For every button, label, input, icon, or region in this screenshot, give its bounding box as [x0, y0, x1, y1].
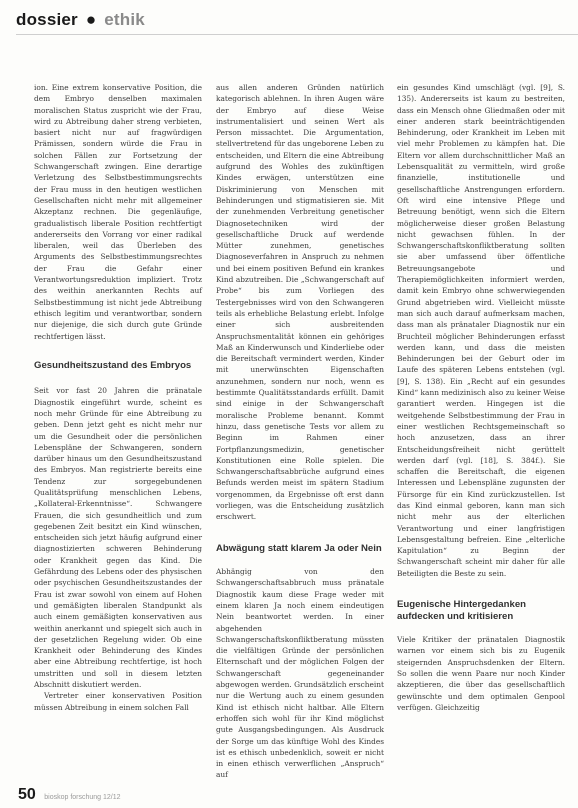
header-divider [16, 34, 578, 35]
publication-source: bioskop forschung 12/12 [44, 794, 121, 801]
paragraph: aus allen anderen Gründen natürlich kategorisch ablehnen. In ihren Augen wäre der Embryo auf diese Weise instrumentalisiert und seinen Wert als Person missachtet. Die Argumentation, stellvertretend für das ungeborene Leben zu entscheiden, und Eltern die eine Abtreibung aufgrund des Wohles des zukünftigen Kindes erwägen, unterstützen eine Diskriminierung von Menschen mit Behinderungen und stigmatisieren sie. Mit der zunehmenden Verbreitung genetischer Diagnosetechniken wird der gesellschaftliche Druck auf werdende Mütter zunehmen, genetisches Diagnoseverfahren in Anspruch zu nehmen und bei einem positiven Befund ein krankes Kind abzutreiben. Die „Schwangerschaft auf Probe“ bis zum Vorliegen des Testergebnisses wird von den Schwangeren teils als erhebliche Belastung erlebt. Infolge einer sich ausbreitenden Anspruchsmentalität können ein gehöriges Maß an Kinderwunsch und Kinderliebe oder die Bereitschaft vermindert werden, Kinder mit unerwünschten Eigenschaften anzunehmen, sondern nur noch, wenn es bestimmte Qualitätsstandards erfüllt. Damit sind einige in der Schwangerschaft moralische Probleme benannt. Kommt hinzu, dass genetische Tests vor allem zu Beginn im Rahmen einer Fortpflanzungsmedizin, genetischer Konstitutionen eine Rolle spielen. Die Schwangerschaftsabbrüche aufgrund eines Befunds werden meist im spätern Stadium vorgenommen, da Ergebnisse oft erst dann vorliegen, was die Entscheidung zusätzlich erschwert. [216, 83, 385, 522]
page-footer [18, 786, 121, 804]
paragraph: ein gesundes Kind umschlägt (vgl. [9], S. 135). Andererseits ist kaum zu bestreiten, dass ein Mensch ohne Gliedmaßen oder mit einer anderen stark beeinträchtigenden Behinderung, oder Krankheit im Leben mit viel mehr Problemen zu kämpfen hat. Die Eltern vor allem durchschnittlicher Maß an Lebensqualität zu vermitteln, wird große finanzielle, institutionelle und gesellschaftliche Anstrengungen erfordern. Oft wird eine intensive Pflege und Betreuung benötigt, wenn sich die Eltern möglicherweise dieser großen Belastung nicht gewachsen fühlen. In der Schwangerschaftskonfliktberatung sollten sie aber umfassend über öffentliche Betreuungsangebote und Therapiemöglichkeiten informiert werden, damit kein Embryo ohne schwerwiegenden Grund abgetrieben wird. Vielleicht müsste man sich auch darauf aufmerksam machen, dass man als pränataler Diagnostik nur ein Bruchteil möglicher Behinderungen erfasst werden kann, und dass die meisten Behinderungen bei der Geburt oder im Laufe des späteren Lebens entstehen (vgl. [9], S. 138). Ein „Recht auf ein gesundes Kind“ kann medizinisch also zu keiner Weise garantiert werden. Hingegen ist die weitgehende Selbstbestimmung der Frau in einer westlichen Rechtsgemeinschaft so hoch anzusetzen, dass an ihrer Entscheidungsfreiheit nicht gerüttelt werden darf (vgl. [18], S. 384f.). Sie schaffen die Bereitschaft, die eigenen Interessen und Lebenspläne zugunsten der Fürsorge für ein Kind zurückzustellen. Ist das Kind einmal geboren, kann man sich nicht mehr aus der elterlichen Verantwortung und einer langfristigen Lebensgestaltung befreien. Eine „elterliche Kapitulation“ zu Beginn der Schwangerschaft scheint mir daher für alle Beteiligten die Beste zu sein. [397, 83, 565, 578]
section-label: dossier [16, 10, 78, 29]
paragraph: Abhängig von den Schwangerschaftsabbruch muss pränatale Diagnostik kaum diese Frage weder mit einem klaren Ja noch einem eindeutigen Nein beantwortet werden. In einer abgehenden Schwangerschaftskonfliktberatung müssten die vielfältigen Gründe der persönlichen Elternschaft und der möglichen Folgen der Schwangerschaft gegeneinander abgewogen werden. Grundsätzlich erscheint nur die Wertung auch zu einem gesunden Kind ist ethisch nicht haltbar. Alle Eltern erhoffen sich wohl für ihr Kind möglichst gute Ausgangsbedingungen. Als Ausdruck der Sorge um das künftige Wohl des Kindes ist es ethisch unbedenklich, soweit er nicht in einen ethisch verwerflichen „Anspruch“ auf [216, 567, 384, 780]
section-header [16, 10, 145, 30]
subheading-eugenische-hintergedanken: Eugenische Hintergedanken aufdecken und kritisieren [397, 599, 527, 622]
bullet-separator: ● [85, 10, 97, 29]
page-number: 50 [18, 786, 36, 803]
subheading-abwaegung: Abwägung statt klarem Ja oder Nein [216, 542, 382, 554]
subheading-gesundheitszustand: Gesundheitszustand des Embryos [34, 359, 192, 371]
paragraph: ion. Eine extrem konservative Position, die dem Embryo denselben maximalen moralischen Status zuspricht wie der Frau, wird zu Abtreibung daher streng verbieten, basiert nicht nur auf fragwürdigen Prämissen, sondern würde die Frau in solchen Fällen zur Fortsetzung der Schwangerschaft zwingen. Eine derartige Verletzung des Selbstbestimmungsrechts der Frau muss in den heutigen westlichen Gesellschaften nicht mehr mit allgemeiner Akzeptanz rechnen. Die gegenläufige, gradualistisch liberale Position rechtfertigt andererseits den Vorrang vor einer radikal liberalen, weil das Überleben des Arguments des Selbstbestimmungsrechtes der Frau die Gefahr einer Verantwortungsreduktion impliziert. Trotz des weithin anerkannten Rechts auf Selbstbestimmung ist nicht jede Abtreibung ethisch legitim und verantwortbar, sondern nur diejenige, die sich durch gute Gründe rechtfertigen lässt. [34, 83, 202, 341]
paragraph: Seit vor fast 20 Jahren die pränatale Diagnostik eingeführt wurde, scheint es noch mehr Gründe für eine Abtreibung zu geben. Denn jetzt geht es nicht mehr nur um die Gesundheit oder die persönlichen Lebenspläne der Schwangeren, sondern darüber hinaus um den Gesundheitszustand des Embryos. Man registrierte bereits eine Tendenz zur sorgegebundenen Qualitätsprüfung menschlichen Lebens, „Kollateral-Erkenntnisse“. Schwangere Frauen, die sich gesundheitlich und zum gegebenen Zeit besitzt ein Kind wünschen, entscheiden sich jetzt häufig aufgrund einer diagnostizierten schweren Behinderung oder Krankheit gegen das Kind. Die Gefährdung des Lebens oder des physischen oder psychischen Gesundheitszustandes der Frau ist zwar sowohl von einem auf Hohen und gemäßigten liberalen Standpunkt als auch einem gemäßigten konservativen aus weithin anerkannt und spiegelt sich auch in der gesetzlichen Regelung wider. Ob eine Krankheit oder Behinderung des Kindes aber eine Abtreibung rechtfertige, ist hoch umstritten und soll in diesem letzten Abschnitt diskutiert werden. [34, 386, 202, 690]
paragraph: Vertreter einer konservativen Position müssen Abtreibung in einem solchen Fall [34, 691, 202, 712]
paragraph: Viele Kritiker der pränatalen Diagnostik warnen vor einem sich bis zu Eugenik steigernden Anspruchsdenken der Eltern. So sollen die wenn Paare nur noch Kinder akzeptieren, die über das gesellschaftlich gewünschte und dem optimalen Genpool verfügen. Gleichzeitig [397, 635, 565, 712]
text-column-1 [34, 82, 202, 713]
text-column-2 [216, 82, 384, 781]
topic-label: ethik [104, 10, 145, 29]
text-column-3 [397, 82, 565, 713]
